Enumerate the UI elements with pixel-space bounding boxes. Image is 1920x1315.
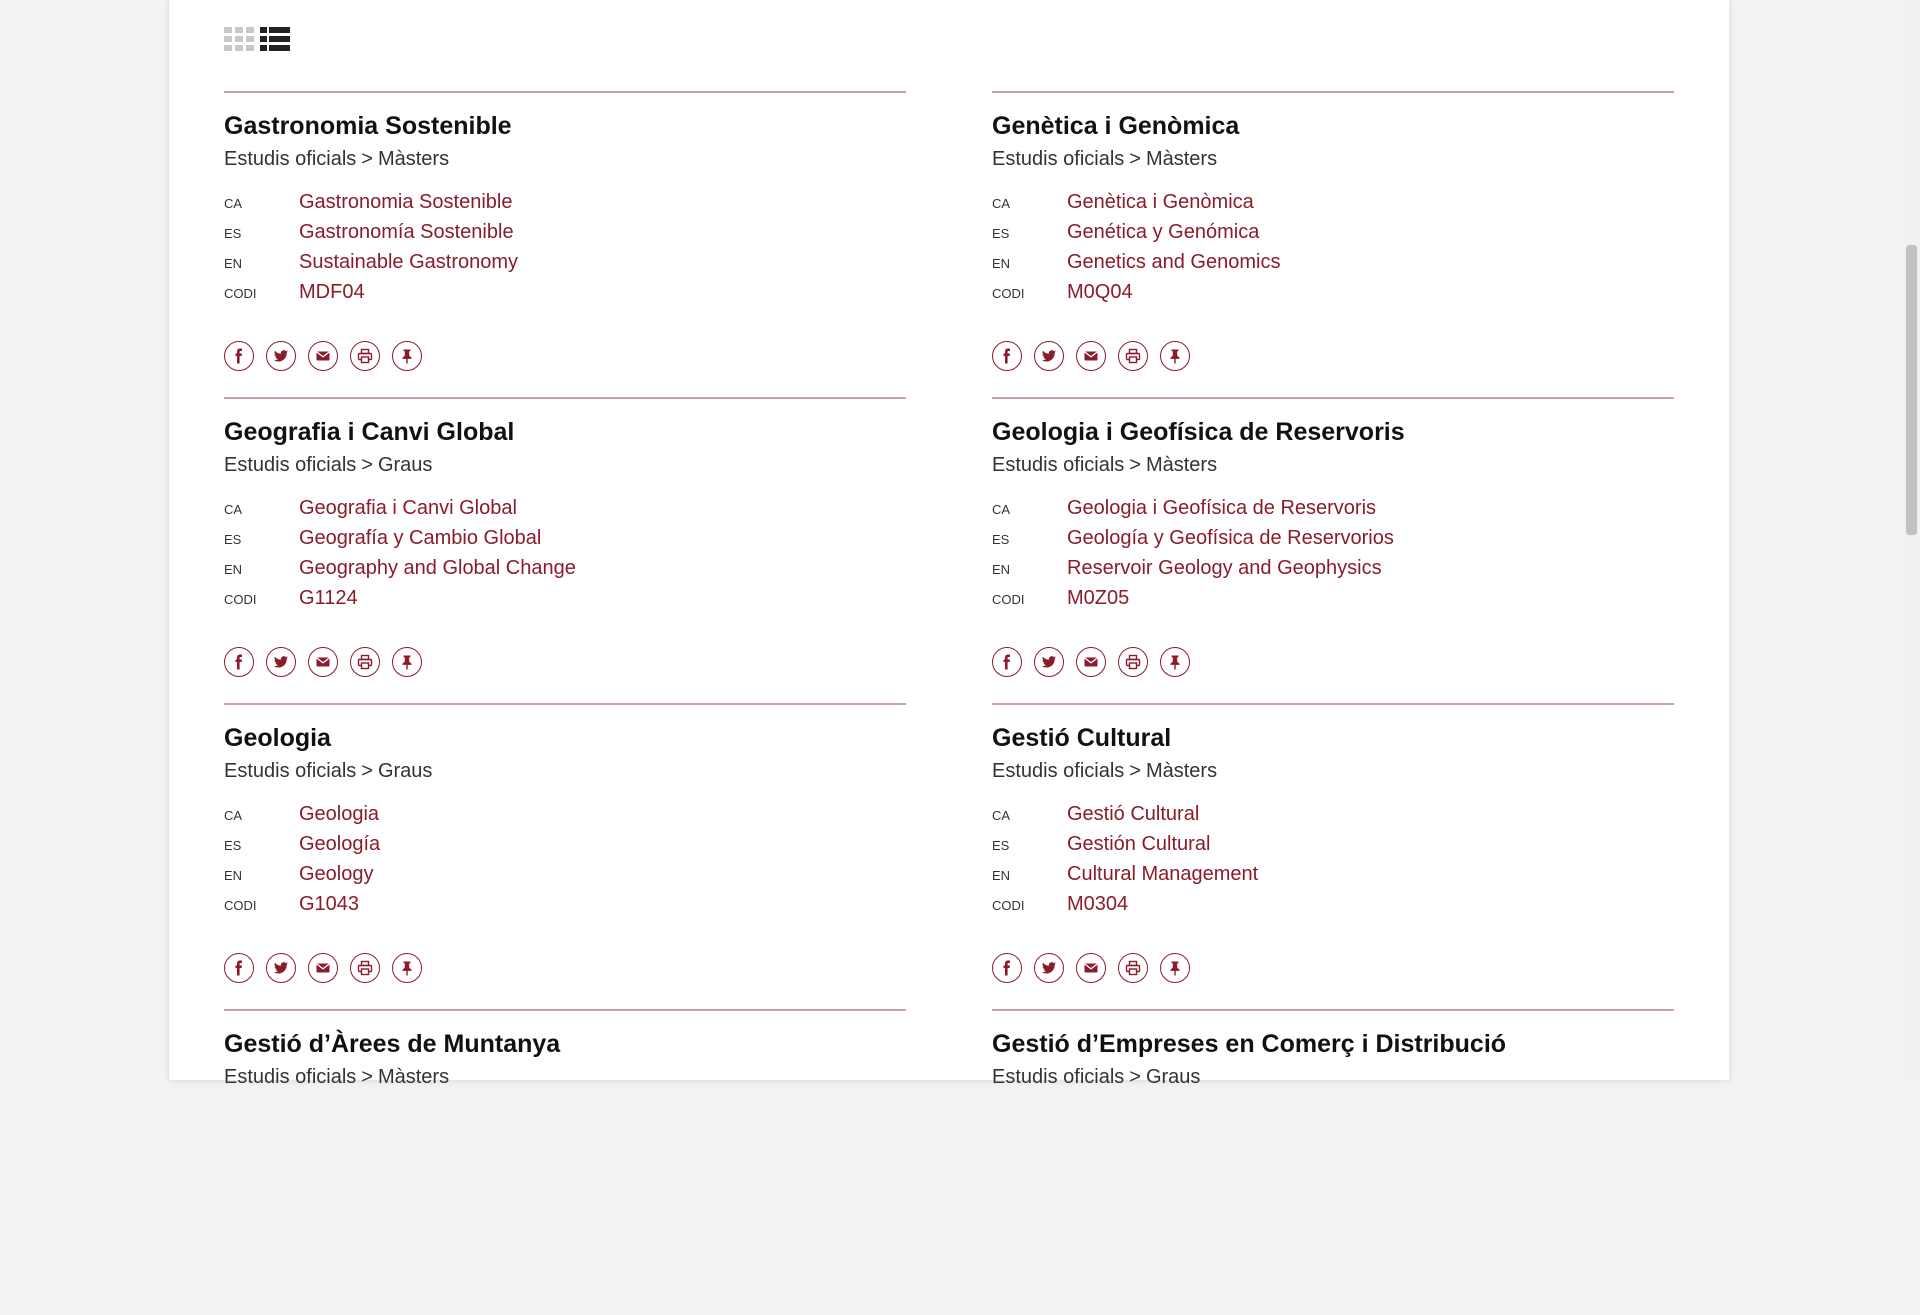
- lang-code-ca: CA: [992, 196, 1011, 211]
- language-list: [224, 497, 906, 617]
- scrollbar-thumb[interactable]: [1906, 245, 1917, 535]
- breadcrumb-category[interactable]: Estudis oficials: [992, 760, 1125, 782]
- lang-link-ca[interactable]: Gastronomia Sostenible: [299, 191, 513, 213]
- lang-code-codi: CODI: [992, 592, 1025, 607]
- facebook-icon: [231, 960, 247, 976]
- share-twitter-button[interactable]: [266, 953, 296, 983]
- lang-code-es: ES: [992, 226, 1010, 241]
- lang-row-codi: [992, 893, 1674, 923]
- lang-code-es: ES: [224, 532, 242, 547]
- email-icon: [315, 654, 331, 670]
- breadcrumb-separator: >: [1129, 1066, 1141, 1088]
- lang-code-es: ES: [992, 838, 1010, 853]
- lang-row-codi: [992, 281, 1674, 311]
- share-facebook-button[interactable]: [224, 341, 254, 371]
- breadcrumb-category[interactable]: Estudis oficials: [224, 1066, 357, 1088]
- lang-code-codi: CODI: [224, 592, 257, 607]
- language-list: [992, 497, 1674, 617]
- course-title[interactable]: Genètica i Genòmica: [992, 112, 1240, 140]
- page-scrollbar[interactable]: [1903, 0, 1920, 1080]
- print-icon: [1125, 348, 1141, 364]
- course-card: [992, 703, 1674, 1009]
- twitter-icon: [1041, 960, 1057, 976]
- lang-link-es[interactable]: Gastronomía Sostenible: [299, 221, 514, 243]
- breadcrumb-category[interactable]: Estudis oficials: [224, 148, 357, 170]
- lang-row-codi: [224, 587, 906, 617]
- facebook-icon: [999, 348, 1015, 364]
- lang-row-es: [224, 527, 906, 557]
- share-facebook-button[interactable]: [992, 647, 1022, 677]
- share-twitter-button[interactable]: [1034, 341, 1064, 371]
- breadcrumb: [992, 1065, 1674, 1089]
- list-view-button[interactable]: [260, 26, 290, 52]
- email-icon: [315, 348, 331, 364]
- language-list: [992, 803, 1674, 923]
- course-title[interactable]: Gestió d’Empreses en Comerç i Distribució: [992, 1030, 1507, 1058]
- twitter-icon: [1041, 654, 1057, 670]
- lang-code-es: ES: [224, 838, 242, 853]
- facebook-icon: [999, 654, 1015, 670]
- course-code-link[interactable]: M0Z05: [1067, 587, 1130, 609]
- pin-button[interactable]: [392, 953, 422, 983]
- breadcrumb: [992, 453, 1674, 477]
- breadcrumb: [224, 453, 906, 477]
- share-twitter-button[interactable]: [1034, 953, 1064, 983]
- print-button[interactable]: [1118, 341, 1148, 371]
- share-email-button[interactable]: [308, 647, 338, 677]
- lang-row-ca: [224, 191, 906, 221]
- print-icon: [1125, 960, 1141, 976]
- pin-icon: [1167, 654, 1183, 670]
- facebook-icon: [999, 960, 1015, 976]
- course-code-link[interactable]: G1043: [299, 893, 360, 915]
- share-bar: [224, 341, 906, 371]
- share-twitter-button[interactable]: [266, 647, 296, 677]
- lang-code-ca: CA: [224, 808, 243, 823]
- breadcrumb: [224, 1065, 906, 1089]
- breadcrumb-separator: >: [361, 760, 373, 782]
- pin-icon: [399, 654, 415, 670]
- breadcrumb: [224, 759, 906, 783]
- twitter-icon: [273, 960, 289, 976]
- course-title[interactable]: Geologia i Geofísica de Reservoris: [992, 418, 1405, 446]
- share-facebook-button[interactable]: [992, 953, 1022, 983]
- breadcrumb-level[interactable]: Màsters: [1145, 760, 1218, 782]
- lang-link-en[interactable]: Sustainable Gastronomy: [299, 251, 519, 273]
- share-twitter-button[interactable]: [266, 341, 296, 371]
- lang-row-es: [992, 833, 1674, 863]
- breadcrumb-level[interactable]: Graus: [1145, 1066, 1201, 1088]
- breadcrumb-category[interactable]: Estudis oficials: [992, 1066, 1125, 1088]
- share-twitter-button[interactable]: [1034, 647, 1064, 677]
- breadcrumb-level[interactable]: Màsters: [377, 1066, 450, 1088]
- course-list: [224, 91, 1674, 1315]
- course-card: [992, 397, 1674, 703]
- email-icon: [1083, 960, 1099, 976]
- lang-link-ca[interactable]: Genètica i Genòmica: [1067, 191, 1254, 213]
- facebook-icon: [231, 654, 247, 670]
- pin-icon: [1167, 960, 1183, 976]
- lang-row-en: [224, 863, 906, 893]
- lang-code-ca: CA: [992, 808, 1011, 823]
- pin-icon: [399, 348, 415, 364]
- course-code-link[interactable]: MDF04: [299, 281, 365, 303]
- breadcrumb: [224, 147, 906, 171]
- lang-code-en: EN: [224, 562, 243, 577]
- view-toggle: [224, 26, 290, 52]
- lang-link-es[interactable]: Geografía y Cambio Global: [299, 527, 542, 549]
- breadcrumb: [992, 147, 1674, 171]
- breadcrumb-category[interactable]: Estudis oficials: [224, 760, 357, 782]
- lang-row-codi: [224, 281, 906, 311]
- pin-button[interactable]: [392, 341, 422, 371]
- lang-row-en: [992, 557, 1674, 587]
- pin-button[interactable]: [1160, 341, 1190, 371]
- breadcrumb-separator: >: [361, 148, 373, 170]
- share-email-button[interactable]: [1076, 647, 1106, 677]
- print-icon: [357, 960, 373, 976]
- pin-icon: [1167, 348, 1183, 364]
- breadcrumb-separator: >: [361, 1066, 373, 1088]
- lang-row-en: [224, 557, 906, 587]
- lang-code-ca: CA: [224, 196, 243, 211]
- grid-view-button[interactable]: [224, 26, 254, 52]
- lang-link-ca[interactable]: Geologia i Geofísica de Reservoris: [1067, 497, 1377, 519]
- email-icon: [315, 960, 331, 976]
- course-card: [224, 703, 906, 1009]
- breadcrumb-category[interactable]: Estudis oficials: [992, 454, 1125, 476]
- lang-code-codi: CODI: [224, 286, 257, 301]
- course-card: [992, 1009, 1674, 1315]
- lang-code-en: EN: [992, 868, 1011, 883]
- lang-row-en: [992, 251, 1674, 281]
- share-bar: [992, 647, 1674, 677]
- lang-code-en: EN: [224, 256, 243, 271]
- list-icon: [260, 27, 290, 51]
- lang-row-ca: [224, 497, 906, 527]
- lang-link-ca[interactable]: Geografia i Canvi Global: [299, 497, 517, 519]
- language-list: [224, 191, 906, 311]
- lang-code-es: ES: [992, 532, 1010, 547]
- breadcrumb-separator: >: [361, 454, 373, 476]
- course-title[interactable]: Gestió Cultural: [992, 724, 1172, 752]
- twitter-icon: [273, 348, 289, 364]
- share-bar: [224, 953, 906, 983]
- course-code-link[interactable]: M0Q04: [1067, 281, 1133, 303]
- lang-link-ca[interactable]: Geologia: [299, 803, 380, 825]
- lang-row-ca: [992, 803, 1674, 833]
- breadcrumb-level[interactable]: Graus: [377, 454, 433, 476]
- lang-link-es[interactable]: Gestión Cultural: [1067, 833, 1211, 855]
- pin-button[interactable]: [392, 647, 422, 677]
- lang-row-ca: [992, 497, 1674, 527]
- lang-link-en[interactable]: Geology: [299, 863, 374, 885]
- lang-link-en[interactable]: Genetics and Genomics: [1067, 251, 1281, 273]
- lang-row-es: [224, 833, 906, 863]
- lang-code-codi: CODI: [224, 898, 257, 913]
- lang-row-es: [992, 527, 1674, 557]
- lang-code-en: EN: [992, 256, 1011, 271]
- breadcrumb-separator: >: [1129, 760, 1141, 782]
- course-title[interactable]: Gestió d’Àrees de Muntanya: [224, 1030, 561, 1058]
- print-icon: [357, 654, 373, 670]
- breadcrumb-level[interactable]: Màsters: [1145, 148, 1218, 170]
- lang-code-codi: CODI: [992, 898, 1025, 913]
- twitter-icon: [1041, 348, 1057, 364]
- breadcrumb-level[interactable]: Màsters: [1145, 454, 1218, 476]
- course-card: [224, 397, 906, 703]
- email-icon: [1083, 348, 1099, 364]
- email-icon: [1083, 654, 1099, 670]
- share-email-button[interactable]: [308, 953, 338, 983]
- lang-link-es[interactable]: Geología y Geofísica de Reservorios: [1067, 527, 1394, 549]
- breadcrumb-level[interactable]: Graus: [377, 760, 433, 782]
- share-email-button[interactable]: [1076, 341, 1106, 371]
- course-title[interactable]: Geografia i Canvi Global: [224, 418, 515, 446]
- share-facebook-button[interactable]: [224, 953, 254, 983]
- share-email-button[interactable]: [308, 341, 338, 371]
- course-title[interactable]: Gastronomia Sostenible: [224, 112, 512, 140]
- lang-link-en[interactable]: Reservoir Geology and Geophysics: [1067, 557, 1382, 579]
- lang-row-es: [992, 221, 1674, 251]
- print-button[interactable]: [1118, 953, 1148, 983]
- share-facebook-button[interactable]: [224, 647, 254, 677]
- language-list: [992, 191, 1674, 311]
- grid-icon: [224, 27, 254, 51]
- breadcrumb-separator: >: [1129, 454, 1141, 476]
- lang-code-ca: CA: [992, 502, 1011, 517]
- lang-link-es[interactable]: Geología: [299, 833, 381, 855]
- language-list: [224, 803, 906, 923]
- share-facebook-button[interactable]: [992, 341, 1022, 371]
- lang-code-en: EN: [992, 562, 1011, 577]
- breadcrumb-level[interactable]: Màsters: [377, 148, 450, 170]
- lang-link-ca[interactable]: Gestió Cultural: [1067, 803, 1200, 825]
- lang-row-en: [992, 863, 1674, 893]
- print-icon: [357, 348, 373, 364]
- twitter-icon: [273, 654, 289, 670]
- print-button[interactable]: [350, 341, 380, 371]
- share-bar: [224, 647, 906, 677]
- breadcrumb: [992, 759, 1674, 783]
- print-button[interactable]: [350, 953, 380, 983]
- lang-link-en[interactable]: Geography and Global Change: [299, 557, 576, 579]
- breadcrumb-separator: >: [1129, 148, 1141, 170]
- pin-button[interactable]: [1160, 953, 1190, 983]
- lang-row-ca: [224, 803, 906, 833]
- lang-row-ca: [992, 191, 1674, 221]
- lang-row-es: [224, 221, 906, 251]
- lang-row-en: [224, 251, 906, 281]
- course-title[interactable]: Geologia: [224, 724, 331, 752]
- lang-link-en[interactable]: Cultural Management: [1067, 863, 1259, 885]
- print-icon: [1125, 654, 1141, 670]
- facebook-icon: [231, 348, 247, 364]
- share-bar: [992, 341, 1674, 371]
- course-card: [224, 91, 906, 397]
- lang-link-es[interactable]: Genética y Genómica: [1067, 221, 1260, 243]
- course-code-link[interactable]: G1124: [299, 587, 358, 609]
- lang-code-en: EN: [224, 868, 243, 883]
- pin-icon: [399, 960, 415, 976]
- lang-row-codi: [224, 893, 906, 923]
- lang-code-ca: CA: [224, 502, 243, 517]
- print-button[interactable]: [350, 647, 380, 677]
- lang-row-codi: [992, 587, 1674, 617]
- lang-code-codi: CODI: [992, 286, 1025, 301]
- pin-button[interactable]: [1160, 647, 1190, 677]
- lang-code-es: ES: [224, 226, 242, 241]
- course-code-link[interactable]: M0304: [1067, 893, 1129, 915]
- print-button[interactable]: [1118, 647, 1148, 677]
- course-card: [224, 1009, 906, 1315]
- breadcrumb-category[interactable]: Estudis oficials: [992, 148, 1125, 170]
- course-card: [992, 91, 1674, 397]
- share-email-button[interactable]: [1076, 953, 1106, 983]
- share-bar: [992, 953, 1674, 983]
- page-container: [169, 0, 1729, 1088]
- breadcrumb-category[interactable]: Estudis oficials: [224, 454, 357, 476]
